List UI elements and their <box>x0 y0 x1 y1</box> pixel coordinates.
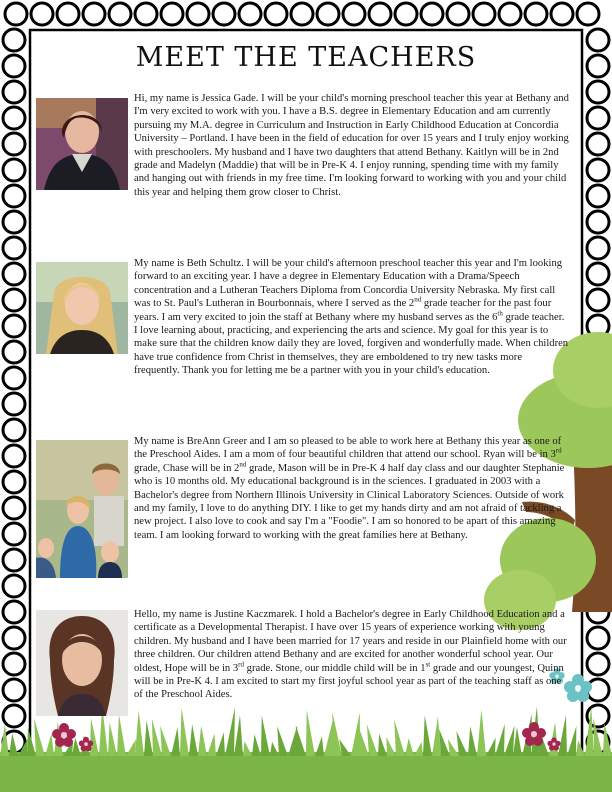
ordinal-suffix: rd <box>555 446 562 455</box>
bio-text: grade, Mason will be in Pre-K 4 half day class and our daughter Stephanie who is 10 months old. My educational background is in the sciences. I graduated in 2003 with a Bachelor's degree from Northern Illinois University in Clinical Laboratory Sciences. Outside of work and my family, I love to do anything DIY. I like to get my hands dirty and am not afraid of tackling a new project. I also love to cook and say I'm a "Foodie". I am so honored to be apart of this amazing team. I am looking forward to working with the great families here at Bethany. <box>134 462 565 541</box>
teacher-jessica-gade-bio <box>134 92 570 199</box>
teacher-justine-kaczmarek-photo <box>36 610 128 716</box>
teacher-beth-schultz-photo <box>36 262 128 354</box>
bio-text: grade, Chase will be in 2 <box>134 462 240 474</box>
bio-text: Hello, my name is Justine Kaczmarek. I hold a Bachelor's degree in Early Childhood Education and a certificate as a Developmental Therapist. I have over 15 years of experience working with young children. My husband and I have been married for 17 years and reside in our Plainfield home with our three children. Our children attend Bethany and are excited for another wonderful school year. Our oldest, Hope will be in 3 <box>134 609 567 674</box>
teacher-breann-greer-family-photo <box>36 440 128 578</box>
teacher-beth-schultz-bio <box>134 257 570 378</box>
bio-text: grade and our youngest, Quinn will be in Pre-K 4. I am excited to start my first joyful school year as part of the teaching staff as one of the Preschool Aides. <box>134 662 564 701</box>
grass-icon <box>0 706 612 792</box>
bio-text: Hi, my name is Jessica Gade. I will be your child's morning preschool teacher this year at Bethany and I'm very excited to work with you. I have a B.S. degree in Elementary Education and am currently pursuing my M.A. degree in Curriculum and Instruction in Early Childhood Education at Concordia University – Portland. I have been in the field of education for over 15 years and I truly enjoy working with preschoolers. My husband and I have two daughters that attend Bethany. Kaitlyn will be in 2nd grade and Madelyn (Maddie) that will be in Pre-K 4. I enjoy running, spending time with my family and hanging out with friends in my free time. I'm looking forward to working with you and your child this year and helping them grow closer to Christ. <box>134 93 569 198</box>
page-title: MEET THE TEACHERS <box>135 42 477 73</box>
pink-flower-icon <box>52 723 76 747</box>
pink-flower-icon <box>547 737 560 750</box>
ordinal-suffix: rd <box>238 660 245 669</box>
ordinal-suffix: st <box>425 660 431 669</box>
ordinal-suffix: nd <box>239 460 247 469</box>
teacher-jessica-gade-photo <box>36 98 128 190</box>
pink-flower-icon <box>522 722 546 746</box>
bio-text: My name is BreAnn Greer and I am so pleased to be able to work here at Bethany this year as one of the Preschool Aides. I am a mom of four beautiful children that attend our school. Ryan will be in 3 <box>134 436 562 461</box>
ordinal-suffix: nd <box>414 295 422 304</box>
bio-text: grade teacher for the past four years. I am very excited to join the staff at Bethany where my husband serves as the 6 <box>134 298 552 323</box>
ordinal-suffix: th <box>497 309 503 318</box>
bio-text: grade. Stone, our middle child will be in 1 <box>244 662 426 674</box>
bio-text: My name is Beth Schultz. I will be your child's afternoon preschool teacher this year and I'm looking forward to an exciting year. I have a degree in Elementary Education with a Drama/Speech concentration and a Lutheran Teachers Diploma from Concordia University Nebraska. My first call was to St. Paul's Lutheran in Bourbonnais, where I served as the 2 <box>134 258 563 310</box>
bio-text: grade teacher. I love learning about, practicing, and experiencing the arts and science. My goal for this year is to make sure that the children know daily they are loved, forgiven and wonderfully made. When children have true confidence from Christ in themselves, they are emboldened to try new tasks more frequently. Thank you for letting me be a partner with you in your child's education. <box>134 311 569 377</box>
teacher-breann-greer-bio <box>134 435 570 542</box>
teacher-justine-kaczmarek-bio <box>134 608 570 702</box>
